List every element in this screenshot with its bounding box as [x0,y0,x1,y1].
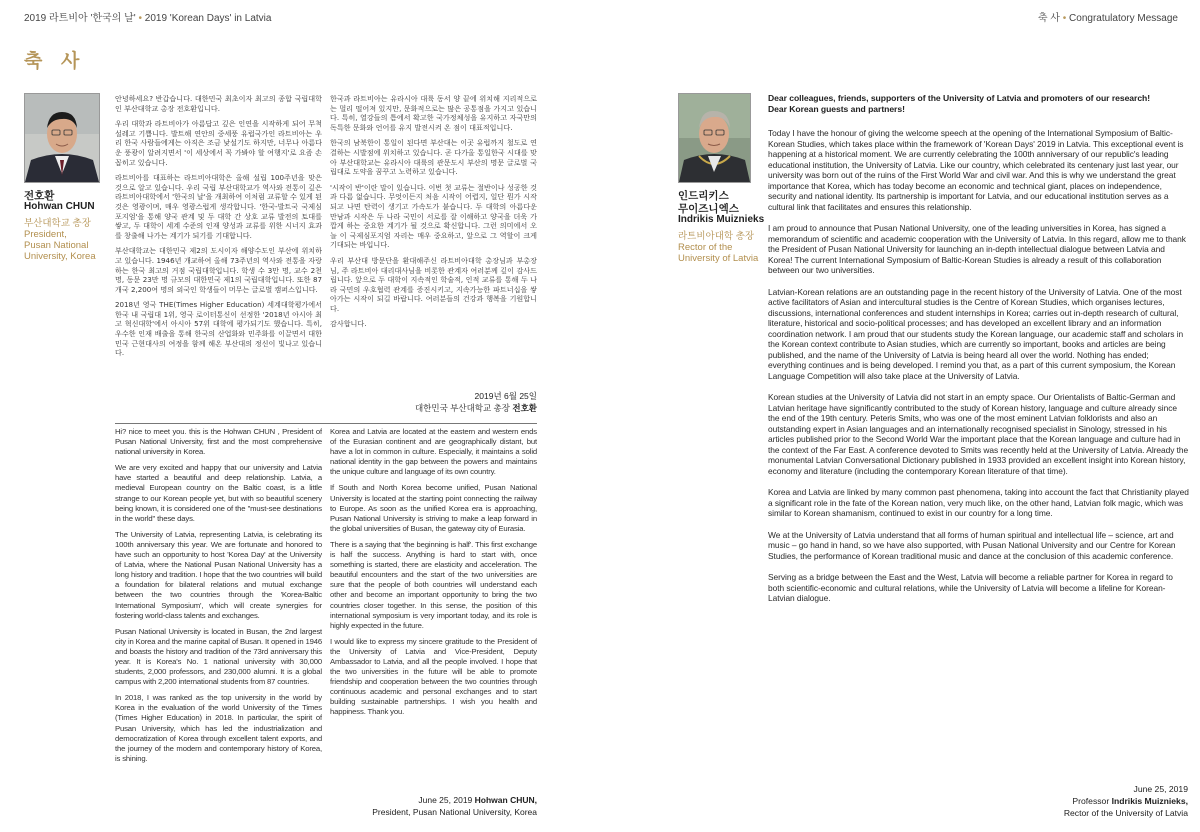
rector-signature [828,783,1188,819]
english-signature [330,794,537,818]
paragraph: 우리 대학과 라트비아가 아름답고 깊은 인연을 시작하게 되어 무척 설레고 기쁩니다. 발트해 연안의 중세풍 유럽국가인 라트비아는 우리 한국 사람들에게는 아직은 조금 낯설기도 하지만, 너무나 아름다운 풍광이 알려지면서 '이 세상에서 꼭 가봐야 할 여행지'로 요즘 손꼽히고 있습니다. [115,119,322,167]
korean-column-1 [115,94,322,414]
paragraph: 한국과 라트비아는 유라시아 대륙 동서 양 끝에 위치해 지리적으로는 멀리 떨어져 있지만, 문화적으로는 많은 공통점을 가지고 있습니다. 특히, 열강들의 틈에서 확고한 국가정체성을 유지하고 자국만의 독특한 문화와 언어를 유지 발전시켜 온 점이 대표적입니다. [330,94,537,132]
header-left-english: 2019 'Korean Days' in Latvia [144,13,272,24]
person-name-english: Indrikis Muiznieks [678,214,765,225]
congratulatory-message-body [768,93,1189,773]
signature-name: 전호환 [512,403,537,413]
greeting-line: Dear colleagues, friends, supporters of the University of Latvia and promoters of our research! [768,93,1151,103]
korean-column-2 [330,94,537,384]
bullet-icon: • [1062,13,1067,24]
person-role [678,231,758,264]
signature-title: President, Pusan National University, Korea [372,807,537,817]
signature-name: Indrikis Muiznieks, [1111,796,1188,806]
signature-line [330,402,537,414]
english-column-2 [330,427,537,787]
paragraph: If South and North Korea become unified, Pusan National University is located at the starting point connecting the railway to Europe. As soon as the unified Korea era is approaching, Pusan National University is striving to make a leap forward in the global universities of Busan, the gateway city of Eurasia. [330,483,537,533]
person-name-korean: 전호환 [24,190,55,202]
role-line: Pusan National [24,240,89,251]
signature-line [330,794,537,806]
paragraph: 라트비아를 대표하는 라트비아대학은 올해 설립 100주년을 맞은 것으로 알고 있습니다. 우리 국립 부산대학교가 역사와 전통이 깊은 라트비아대학에서 '한국의 날'을 개최하여 이처럼 교류할 수 있게 된 것은 영광이며, 매우 영광스럽게 생각합니다. '한국-발트국 국제심포지엄'을 통해 양국 관계 및 두 대학 간 상호 교류 발전의 토대를 쌓고, 두 대학이 세계 수준의 인재 양성과 교류를 위한 시너지 효과를 창출해 나가는 계기가 되기를 기대합니다. [115,173,322,240]
paragraph: The University of Latvia, representing Latvia, is celebrating its 100th anniversary this year. We are fortunate and honored to have such an opportunity to host 'Korea Day' at the University of Latvia, where the National Pusan National University has a long history and tradition. I hope that the two countries will build a foundation for bilateral relations and mutual exchange between the two countries through the 'Korea-Baltic International Symposium', which will create synergies for fostering world-class talents and exchanges. [115,529,322,620]
signature-date: 2019년 6월 25일 [474,391,537,401]
greeting [768,93,1189,115]
portrait-photo-muiznieks [678,93,751,183]
paragraph: We are very excited and happy that our university and Latvia have started a beautiful and deep relationship. Latvia, a medieval European country on the Baltic coast, is a little strange to our Korean people yet, but with so beautiful scenery being known, it is considered one of the "must-see destinations in the world" these days. [115,463,322,523]
signature-line [828,795,1188,807]
paragraph: Korea and Latvia are linked by many common past phenomena, taking into account the fact that Christianity played a significant role in the fate of the Korean nation, very much like, on the other hand, Latvian folk magic, which was similar to Korean shamanism, continued to exist in our country for a long time. [768,487,1189,518]
role-line: University, Korea [24,251,96,262]
header-left-korean: 2019 라트비아 '한국의 날' [24,13,136,24]
paragraph: There is a saying that 'the beginning is half'. This first exchange is half the success. Anything is hard to start with, once something is started, there are elasticity and acceleration. The beautiful encounters and the start of the two universities are sure that the people of both countries will understand each other and become an important opportunity to bring the two countries closer together. In this sense, the position of this international symposium is very important today, and its role is highly expected in the future. [330,539,537,630]
paragraph: 우리 부산대 방문단을 환대해주신 라트비아대학 총장님과 부총장님, 주 라트비아 대리대사님을 비롯한 관계자 여러분께 깊이 감사드립니다. 앞으로 두 대학이 지속적인 학술적, 인적 교류를 통해 두 나라 국민의 우호협력 관계를 증진시키고, 지속가능한 파트너십을 쌓아가는 시작이 되길 바랍니다. 여러분들의 건강과 행복을 기원합니다. [330,255,537,313]
person-name-korean: 인드리키스 [678,190,729,202]
paragraph: Pusan National University is located in Busan, the 2nd largest city in Korea and the marine capital of Busan. It opened in 1946 and boasts the history and tradition of the 73rd anniversary this year. It is Korea's No. 1 national university with 30,000 students, 2,000 professors, and 230,000 alumni. It is a global campus with 2,200 international students from 87 countries. [115,626,322,687]
role-line: Rector of the [678,242,733,253]
signature-name: Hohwan CHUN, [474,795,537,805]
paragraph: 2018년 영국 THE(Times Higher Education) 세계대학평가에서 한국 내 국립대 1위, 영국 로이터통신이 선정한 '2018년 아시아 최고 혁신대학'에서 아시아 57위 대학에 평가되기도 했습니다. 특히, 우수한 인재 배출을 통해 한국의 산업화와 민주화를 이끌면서 대한민국 근현대사의 여정을 함께 해온 부산대의 정신이 빛나고 있습니다. [115,300,322,358]
portrait-photo-chun [24,93,100,183]
paragraph: 안녕하세요? 반갑습니다. 대한민국 최초이자 최고의 종합 국립대학인 부산대학교 총장 전호환입니다. [115,94,322,113]
signature-date: June 25, 2019 [1133,784,1188,794]
paragraph: 부산대학교는 대한민국 제2의 도시이자 해양수도인 부산에 위치하고 있습니다. 1946년 개교하여 올해 73주년의 역사와 전통을 자랑하는 한국 최고의 거점 국립대학입니다. 학생 수 3만 명, 교수 2천 명, 동문 23만 명 규모의 대한민국 제1의 국립대학입니다. 또한 87개국 2,200여 명의 외국인 학생들이 머무는 글로벌 캠퍼스입니다. [115,246,322,294]
paragraph: 감사합니다. [330,319,367,329]
paragraph: Korea and Latvia are located at the eastern and western ends of the Eurasian continent and are geographically distant, but have a lot in common in culture. Especially, it maintains a solid national identity in the gap between the powers and maintains the unique culture and language of its own country. [330,427,537,477]
header-right-english: Congratulatory Message [1069,13,1178,24]
paragraph: '시작이 반'이란 말이 있습니다. 이번 첫 교류는 절반이나 성공한 것과 다름 없습니다. 무엇이든지 처음 시작이 어렵지, 일단 뭔가 시작되고 나면 탄력이 생기고 가속도가 붙습니다. 두 대학의 아름다운 만남과 시작은 두 나라 국민이 서로를 잘 이해하고 양국을 더욱 가깝게 하는 중요한 계기가 될 것으로 확신합니다. 그런 의미에서 오늘 이 국제심포지엄 자리는 매우 중요하고, 앞으로 그 역할이 크게 기대되는 바입니다. [330,182,537,250]
person-name-korean-2: 무이즈니엑스 [678,203,739,215]
role-line: University of Latvia [678,253,759,264]
section-divider [115,423,537,424]
paragraph: Korean studies at the University of Latvia did not start in an empty space. Our Orientalists of Baltic-German and Latvian heritage have significantly contributed to the study of Korean history, language and culture already since the end of the 19th century. Peteris Smits, who was one of the most eminent Latvian folklorists and also an outstanding expert in Asian languages and an internationally recognised specialist in Sinology, stressed in his articles published prior to the Second World War the important place that the Korean language and culture had in the context of the Far East. A conference devoted to Smits was recently held at the University of Latvia. Already the monumental Latvian Conversational Dictionary published in 1933 provided an excellent insight into Korean history, economy and literature (including the contemporary Korean literature of that time). [768,392,1189,476]
paragraph: I would like to express my sincere gratitude to the President of the University of Latvia and Vice-President, Deputy Ambassador to Latvia, and all the people involved. I hope that the two universities in the future will be able to promote friendship and cooperation between the two countries through continuous academic and personal exchanges and to start building sustainable partnerships. I wish you health and happiness. Thank you. [330,636,537,717]
portrait-image [25,94,99,182]
header-right-korean: 축 사 [1037,13,1060,24]
signature-title: 대한민국 부산대학교 총장 [414,403,510,413]
paragraph: 한국의 남북한이 통일이 된다면 부산대는 이곳 유럽까지 철도로 연결하는 시발점에 위치하고 있습니다. 곧 다가올 통일한국 시대를 맞아 부산대학교는 유라시아 대륙의 관문도시 부산의 명문 글로벌 국립대로 도약을 꿈꾸고 노력하고 있습니다. [330,138,537,177]
signature-title: Rector of the University of Latvia [1063,808,1188,818]
paragraph: We at the University of Latvia understand that all forms of human spiritual and intellectual life – science, art and music – go hand in hand, so we have also supported, with Pusan National University and our Centre for Korean Studies, the performance of Korean traditional music and dance at the conclusion of this academic conference. [768,529,1176,561]
role-line: 부산대학교 총장 [24,218,91,229]
role-line: President, [24,229,67,240]
signature-date: June 25, 2019 [418,795,473,805]
person-role [24,218,96,262]
person-name-english: Hohwan CHUN [24,201,95,212]
english-column-1 [115,427,322,819]
paragraph: I am proud to announce that Pusan National University, one of the leading universities in Korea, has signed a memorandum of scientific and academic cooperation with the University of Latvia. In this regard, allow me to thank the President of Pusan National University for launching an in-depth intellectual dialogue between Latvia and Korea! The current International Symposium of Baltic-Korean Studies is already a result of this collaboration between our two universities. [768,223,1186,275]
paragraph: Hi? nice to meet you. this is the Hohwan CHUN , President of Pusan National University, first and the most comprehensive national university in Korea. [115,427,322,457]
paragraph: In 2018, I was ranked as the top university in the world by Korea in the evaluation of the world University of the Times (Times Higher Education) in 2018. In particular, the spirit of Pusan University, which has led the industrialization and democratization of Korea through excellent talent exports, and the journey of the modern and contemporary history of Korea, is shining. [115,693,322,763]
header-right [1038,9,1178,24]
paragraph: Today I have the honour of giving the welcome speech at the opening of the International Symposium of Baltic-Korean Studies, which takes place within the framework of 'Korean Days' 2019 in Latvia. This exceptional event is happening at a historical moment. We are currently celebrating the 100th anniversary of our republic's leading educational institution, the University of Latvia. Like our country, which celebrated its centenary just last year, our university was born out of the ruins of the First World War and civil war. And this is why we understand the great importance that Korea, which has today become an economic and technical giant, places on independence, security and national identity. Its partnership is important for Latvia, and our educational institution serves as a cultural link that facilitates and ensures this relationship. [768,128,1184,212]
page-title: 축 사 [24,50,86,72]
bullet-icon: • [138,13,142,24]
korean-signature [330,390,537,414]
greeting-line: Dear Korean guests and partners! [768,104,905,114]
paragraph: Latvian-Korean relations are an outstanding page in the recent history of the University of Latvia. One of the most active facilitators of Asian and intercultural studies is the Centre of Korean Studies, which organises lectures, discussions, international conferences and student internships in Korea; carries out in-depth research of cultural, literature, historical and socio-political processes; and has developed an excellent library and an information coordination network. I am proud that our students study the Korean language, our academic staff and scholars in the Korean context contribute to Asian studies, which are currently so important, books and articles are being published, and the name of the University of Latvia is being heard all over the world. Nothing has ended; everything continues and is being developed. I remind you that, as a part of this current symposium, the Korean Language Competition will also take place at the University of Latvia. [768,286,1184,381]
signature-prefix: Professor [1072,796,1112,806]
header-left [24,9,271,24]
portrait-image [679,94,750,182]
role-line: 라트비아대학 총장 [678,231,755,242]
paragraph: Serving as a bridge between the East and the West, Latvia will become a reliable partner for Korea in regard to both scientific-economic and cultural relations, while the University of Latvia will become a lifeline for Korean-Latvian dialogue. [768,572,1173,603]
